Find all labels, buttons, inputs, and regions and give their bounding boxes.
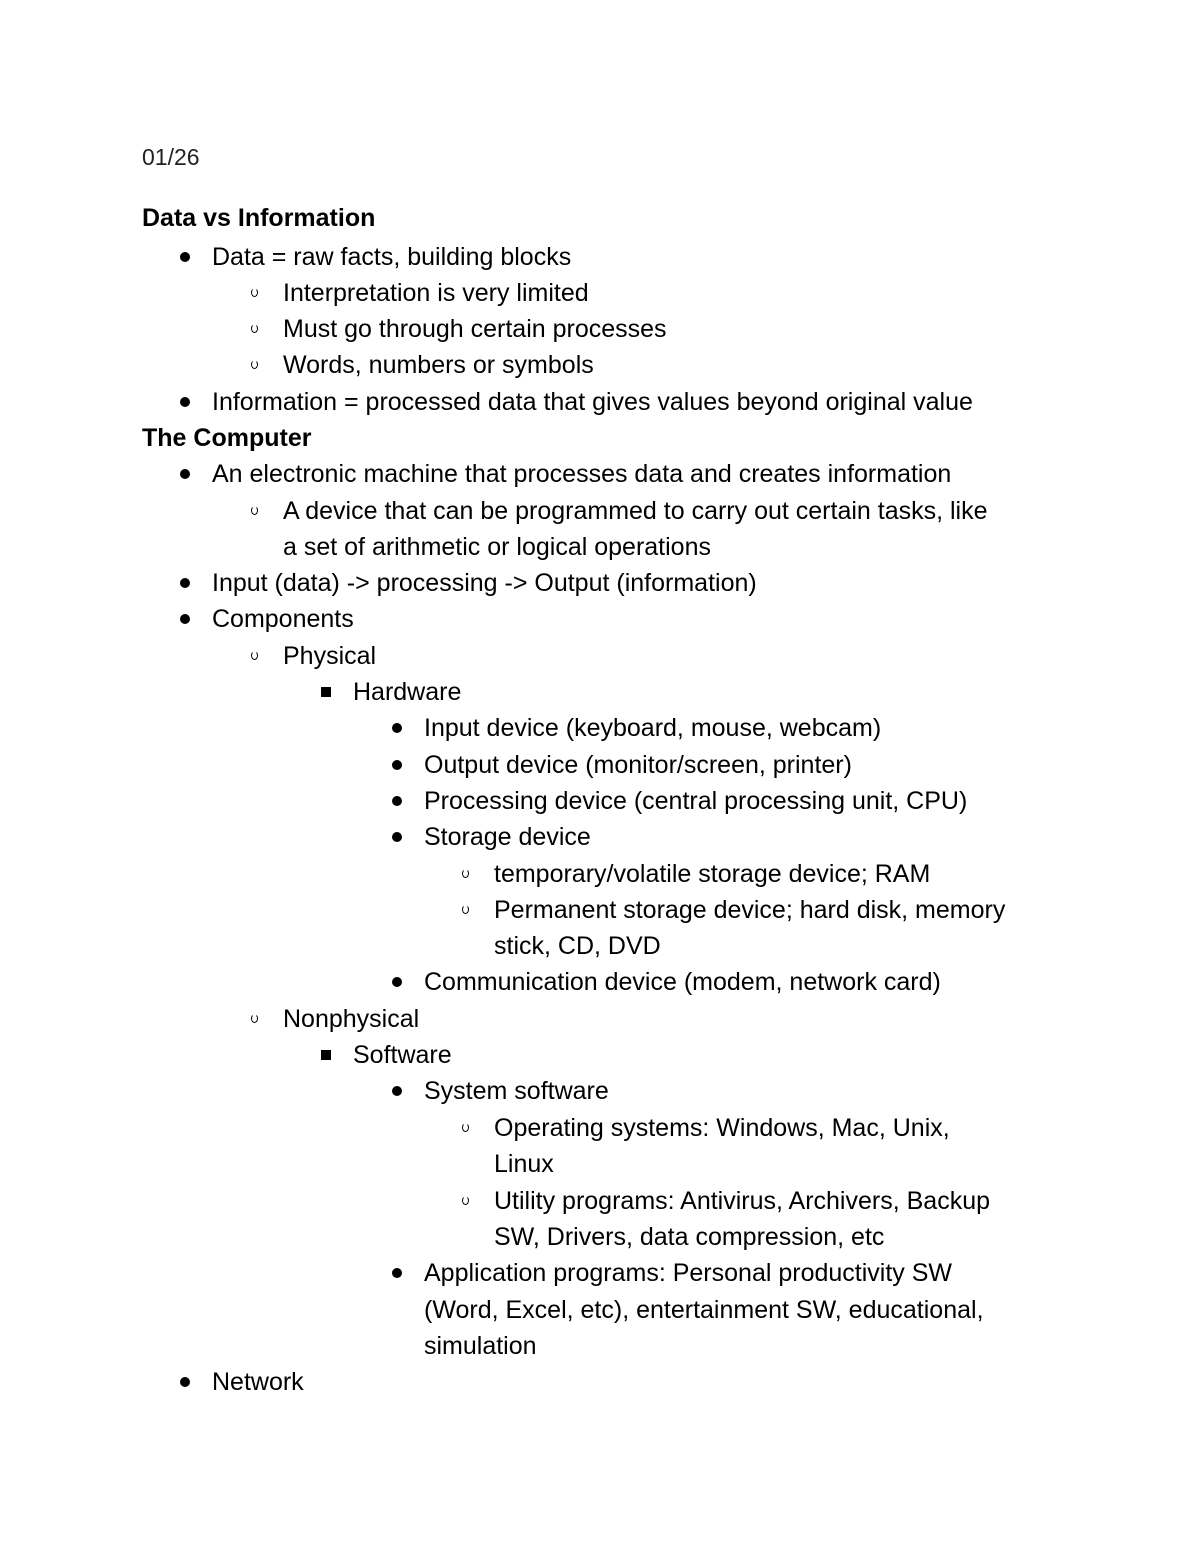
filled-bullet-icon [180,568,194,598]
filled-bullet-icon [392,822,406,852]
list-item: Data = raw facts, building blocks [212,243,572,271]
list-item-continuation: simulation [424,1332,537,1360]
hollow-bullet-icon [462,1186,476,1216]
list-item: Hardware [353,678,462,706]
list-item-continuation: (Word, Excel, etc), entertainment SW, educational, [424,1296,984,1324]
list-item-continuation: stick, CD, DVD [494,932,661,960]
filled-bullet-icon [392,713,406,743]
list-item: Software [353,1041,452,1069]
hollow-bullet-icon [251,350,265,380]
square-bullet-icon [321,677,335,707]
filled-bullet-icon [392,750,406,780]
hollow-bullet-icon [251,1004,265,1034]
list-item: Must go through certain processes [283,315,667,343]
list-item: Operating systems: Windows, Mac, Unix, [494,1114,950,1142]
hollow-bullet-icon [251,278,265,308]
list-item: Output device (monitor/screen, printer) [424,751,852,779]
filled-bullet-icon [392,1076,406,1106]
list-item: An electronic machine that processes data and creates information [212,460,952,488]
list-item: System software [424,1077,609,1105]
list-item: Permanent storage device; hard disk, memory [494,896,1006,924]
hollow-bullet-icon [251,641,265,671]
filled-bullet-icon [180,242,194,272]
list-item: Nonphysical [283,1005,420,1033]
list-item: Network [212,1368,304,1396]
filled-bullet-icon [180,459,194,489]
list-item-continuation: SW, Drivers, data compression, etc [494,1223,885,1251]
list-item: A device that can be programmed to carry out certain tasks, like [283,497,988,525]
list-item-continuation: Linux [494,1150,554,1178]
note-date: 01/26 [142,144,200,170]
filled-bullet-icon [392,1258,406,1288]
filled-bullet-icon [180,387,194,417]
list-item-continuation: a set of arithmetic or logical operations [283,533,711,561]
list-item: Utility programs: Antivirus, Archivers, Backup [494,1187,990,1215]
list-item: Information = processed data that gives values beyond original value [212,388,973,416]
list-item: Storage device [424,823,591,851]
list-item: Processing device (central processing unit, CPU) [424,787,968,815]
hollow-bullet-icon [462,895,476,925]
filled-bullet-icon [392,967,406,997]
hollow-bullet-icon [462,859,476,889]
list-item: Input device (keyboard, mouse, webcam) [424,714,882,742]
filled-bullet-icon [180,1367,194,1397]
section-heading-the-computer: The Computer [142,424,312,452]
square-bullet-icon [321,1040,335,1070]
hollow-bullet-icon [251,496,265,526]
list-item: Words, numbers or symbols [283,351,594,379]
filled-bullet-icon [180,604,194,634]
list-item: Communication device (modem, network card) [424,968,941,996]
list-item: Components [212,605,354,633]
list-item: Physical [283,642,377,670]
filled-bullet-icon [392,786,406,816]
hollow-bullet-icon [462,1113,476,1143]
list-item: Input (data) -> processing -> Output (information) [212,569,757,597]
list-item: Application programs: Personal productivity SW [424,1259,953,1287]
list-item: Interpretation is very limited [283,279,589,307]
hollow-bullet-icon [251,314,265,344]
list-item: temporary/volatile storage device; RAM [494,860,931,888]
section-heading-data-vs-information: Data vs Information [142,204,376,232]
